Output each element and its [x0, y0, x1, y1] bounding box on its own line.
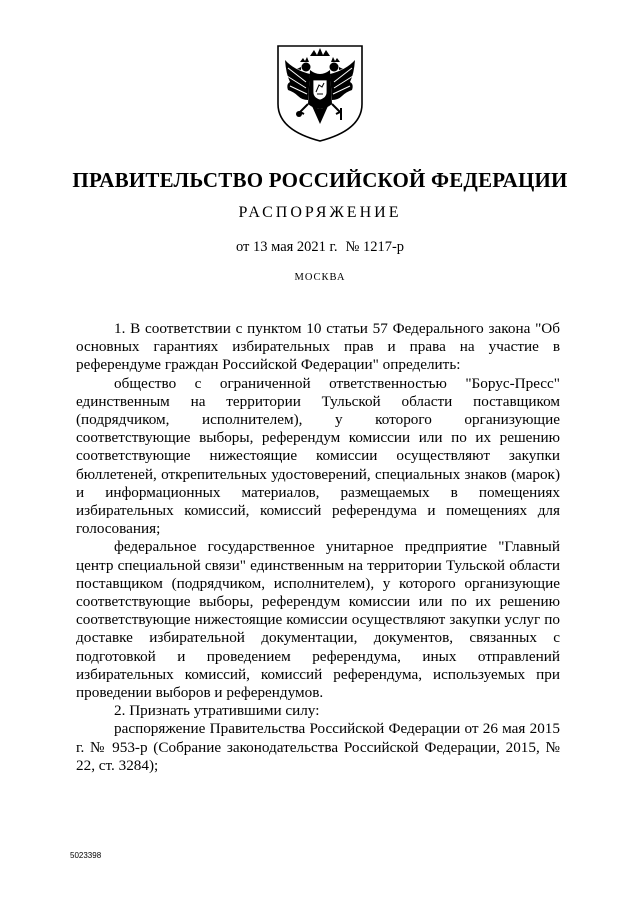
document-date: от 13 мая 2021 г. [235, 239, 338, 255]
document-body [76, 320, 560, 775]
paragraph-3: федеральное государственное унитарное предприятие "Главный центр специальной связи" единственным на территории Тульской области поставщиком (подрядчиком, исполнителем), у которого организующие соответствующие выборы, референдум комиссии или по их решению соответствующие нижестоящие комиссии осуществляют закупки услуг по доставке избирательной документации, документов, связанных с подготовкой и проведением референдума, иных отправлений избирательных комиссий, комиссий референдума, используемых при проведении выборов и референдумов. [76, 538, 560, 702]
document-number: № 1217-р [345, 239, 405, 255]
document-code: 5023398 [70, 851, 102, 860]
paragraph-5: распоряжение Правительства Российской Федерации от 26 мая 2015 г. № 953-р (Собрание законодательства Российской Федерации, 2015, № 22, ст. 3284); [76, 720, 560, 774]
document-city: МОСКВА [294, 272, 346, 283]
paragraph-4: 2. Признать утратившими силу: [114, 702, 320, 720]
paragraph-2: общество с ограниченной ответственностью "Борус-Пресс" единственным на территории Тульской области поставщиком (подрядчиком, исполнителем), у которого организующие соответствующие выборы, референдум комиссии или по их решению соответствующие нижестоящие комиссии осуществляют закупки бюллетеней, открепительных удостоверений, специальных знаков (марок) и информационных материалов, размещаемых в помещениях избирательных комиссий, комиссий референдума и помещениях для голосования; [76, 374, 560, 538]
organization-title: ПРАВИТЕЛЬСТВО РОССИЙСКОЙ ФЕДЕРАЦИИ [72, 168, 568, 192]
document-date-line [0, 239, 640, 256]
paragraph-1: 1. В соответствии с пунктом 10 статьи 57 Федерального закона "Об основных гарантиях избирательных прав и права на участие в референдуме граждан Российской Федерации" определить: [76, 320, 560, 374]
document-type: РАСПОРЯЖЕНИЕ [238, 204, 402, 221]
russian-coat-of-arms-icon [272, 42, 368, 144]
